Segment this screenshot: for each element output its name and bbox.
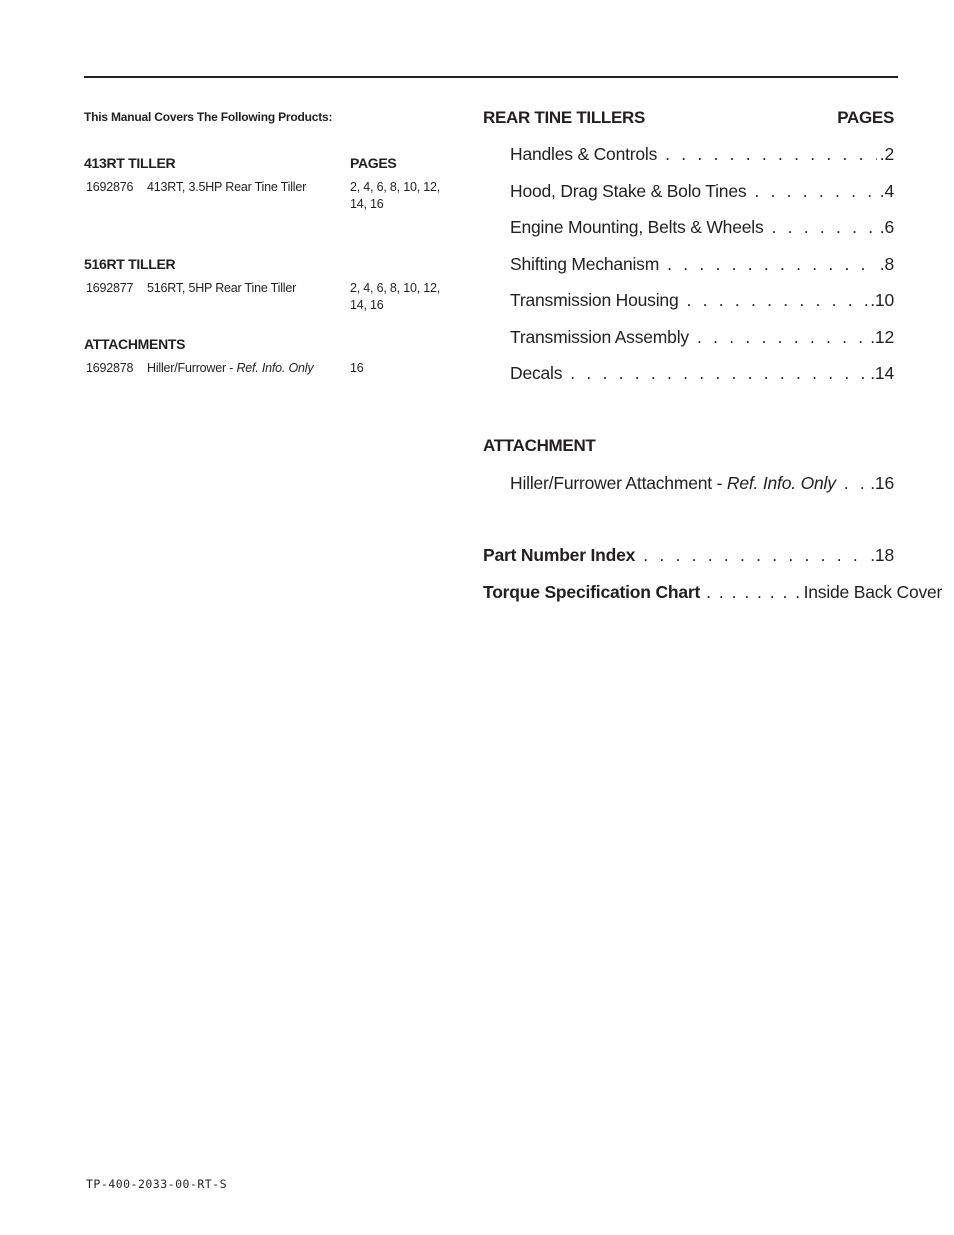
document-code: TP-400-2033-00-RT-S [86, 1177, 228, 1191]
toc-entry[interactable] [510, 254, 894, 275]
part-number: 1692877 [86, 281, 134, 295]
toc-entry-page: .8 [879, 254, 894, 274]
leader-dots [844, 473, 868, 494]
toc-entry-label: Torque Specification Chart [483, 582, 701, 602]
leader-dots [772, 217, 877, 238]
part-number: 1692876 [86, 180, 134, 194]
toc-entry-label [510, 473, 836, 494]
toc-entry-page: Inside Back Cover [803, 582, 943, 602]
toc-entry-page: .4 [879, 181, 894, 201]
toc-entry[interactable] [510, 181, 894, 202]
description-italic: Ref. Info. Only [236, 361, 314, 375]
toc-entry-page: .6 [879, 217, 894, 237]
toc-entry-label: Handles & Controls [510, 144, 658, 164]
toc-entry[interactable] [510, 363, 894, 384]
toc-entry-page: .2 [879, 144, 894, 164]
product-pages: 16 [350, 361, 364, 375]
pages-heading: PAGES [350, 155, 397, 171]
product-description: 413RT, 3.5HP Rear Tine Tiller [147, 180, 307, 194]
product-description: 516RT, 5HP Rear Tine Tiller [147, 281, 297, 295]
label-text: Hiller/Furrower Attachment - [510, 473, 727, 493]
product-heading-attachments: ATTACHMENTS [84, 336, 186, 352]
toc-entry-part-index[interactable] [483, 545, 894, 566]
label-italic: Ref. Info. Only [726, 473, 836, 493]
toc-entry-torque-chart[interactable] [483, 582, 943, 603]
leader-dots: . . . . . . . . [706, 582, 802, 602]
toc-entry-label: Part Number Index [483, 545, 636, 565]
leader-dots [665, 144, 877, 165]
toc-entry-label: Transmission Housing [510, 290, 679, 310]
toc-entry[interactable] [510, 327, 894, 348]
product-heading-413rt: 413RT TILLER [84, 155, 176, 171]
description-text: Hiller/Furrower - [147, 361, 237, 375]
toc-entry-page: .16 [870, 473, 894, 493]
toc-entry-label: Engine Mounting, Belts & Wheels [510, 217, 764, 237]
product-description [147, 360, 313, 377]
toc-entry-label: Shifting Mechanism [510, 254, 660, 274]
toc-entry-page: .12 [870, 327, 894, 347]
toc-entry[interactable] [510, 144, 894, 165]
toc-entry[interactable] [510, 217, 894, 238]
toc-entry-label: Hood, Drag Stake & Bolo Tines [510, 181, 747, 201]
products-column [84, 110, 464, 375]
toc-section-heading: REAR TINE TILLERS [483, 108, 646, 127]
toc-entry-page: .14 [870, 363, 894, 383]
product-pages: 2, 4, 6, 8, 10, 12, 14, 16 [350, 180, 441, 211]
leader-dots [570, 363, 867, 384]
toc-pages-heading: PAGES [837, 108, 894, 127]
leader-dots [697, 327, 867, 348]
toc-entry-page: .18 [870, 545, 894, 565]
top-rule [84, 76, 898, 78]
leader-dots [667, 254, 877, 275]
toc-entry-label: Decals [510, 363, 563, 383]
product-heading-516rt: 516RT TILLER [84, 256, 176, 272]
leader-dots [686, 290, 867, 311]
product-pages: 2, 4, 6, 8, 10, 12, 14, 16 [350, 281, 441, 312]
part-number: 1692878 [86, 361, 134, 375]
toc-entry[interactable] [510, 290, 894, 311]
toc-entry-label: Transmission Assembly [510, 327, 689, 347]
covers-title: This Manual Covers The Following Products: [84, 110, 333, 124]
toc-entry-attachment[interactable] [510, 473, 894, 494]
leader-dots [754, 181, 876, 202]
leader-dots [643, 545, 867, 566]
toc-attachment-heading: ATTACHMENT [483, 436, 596, 455]
toc-entry-page: .10 [870, 290, 894, 310]
